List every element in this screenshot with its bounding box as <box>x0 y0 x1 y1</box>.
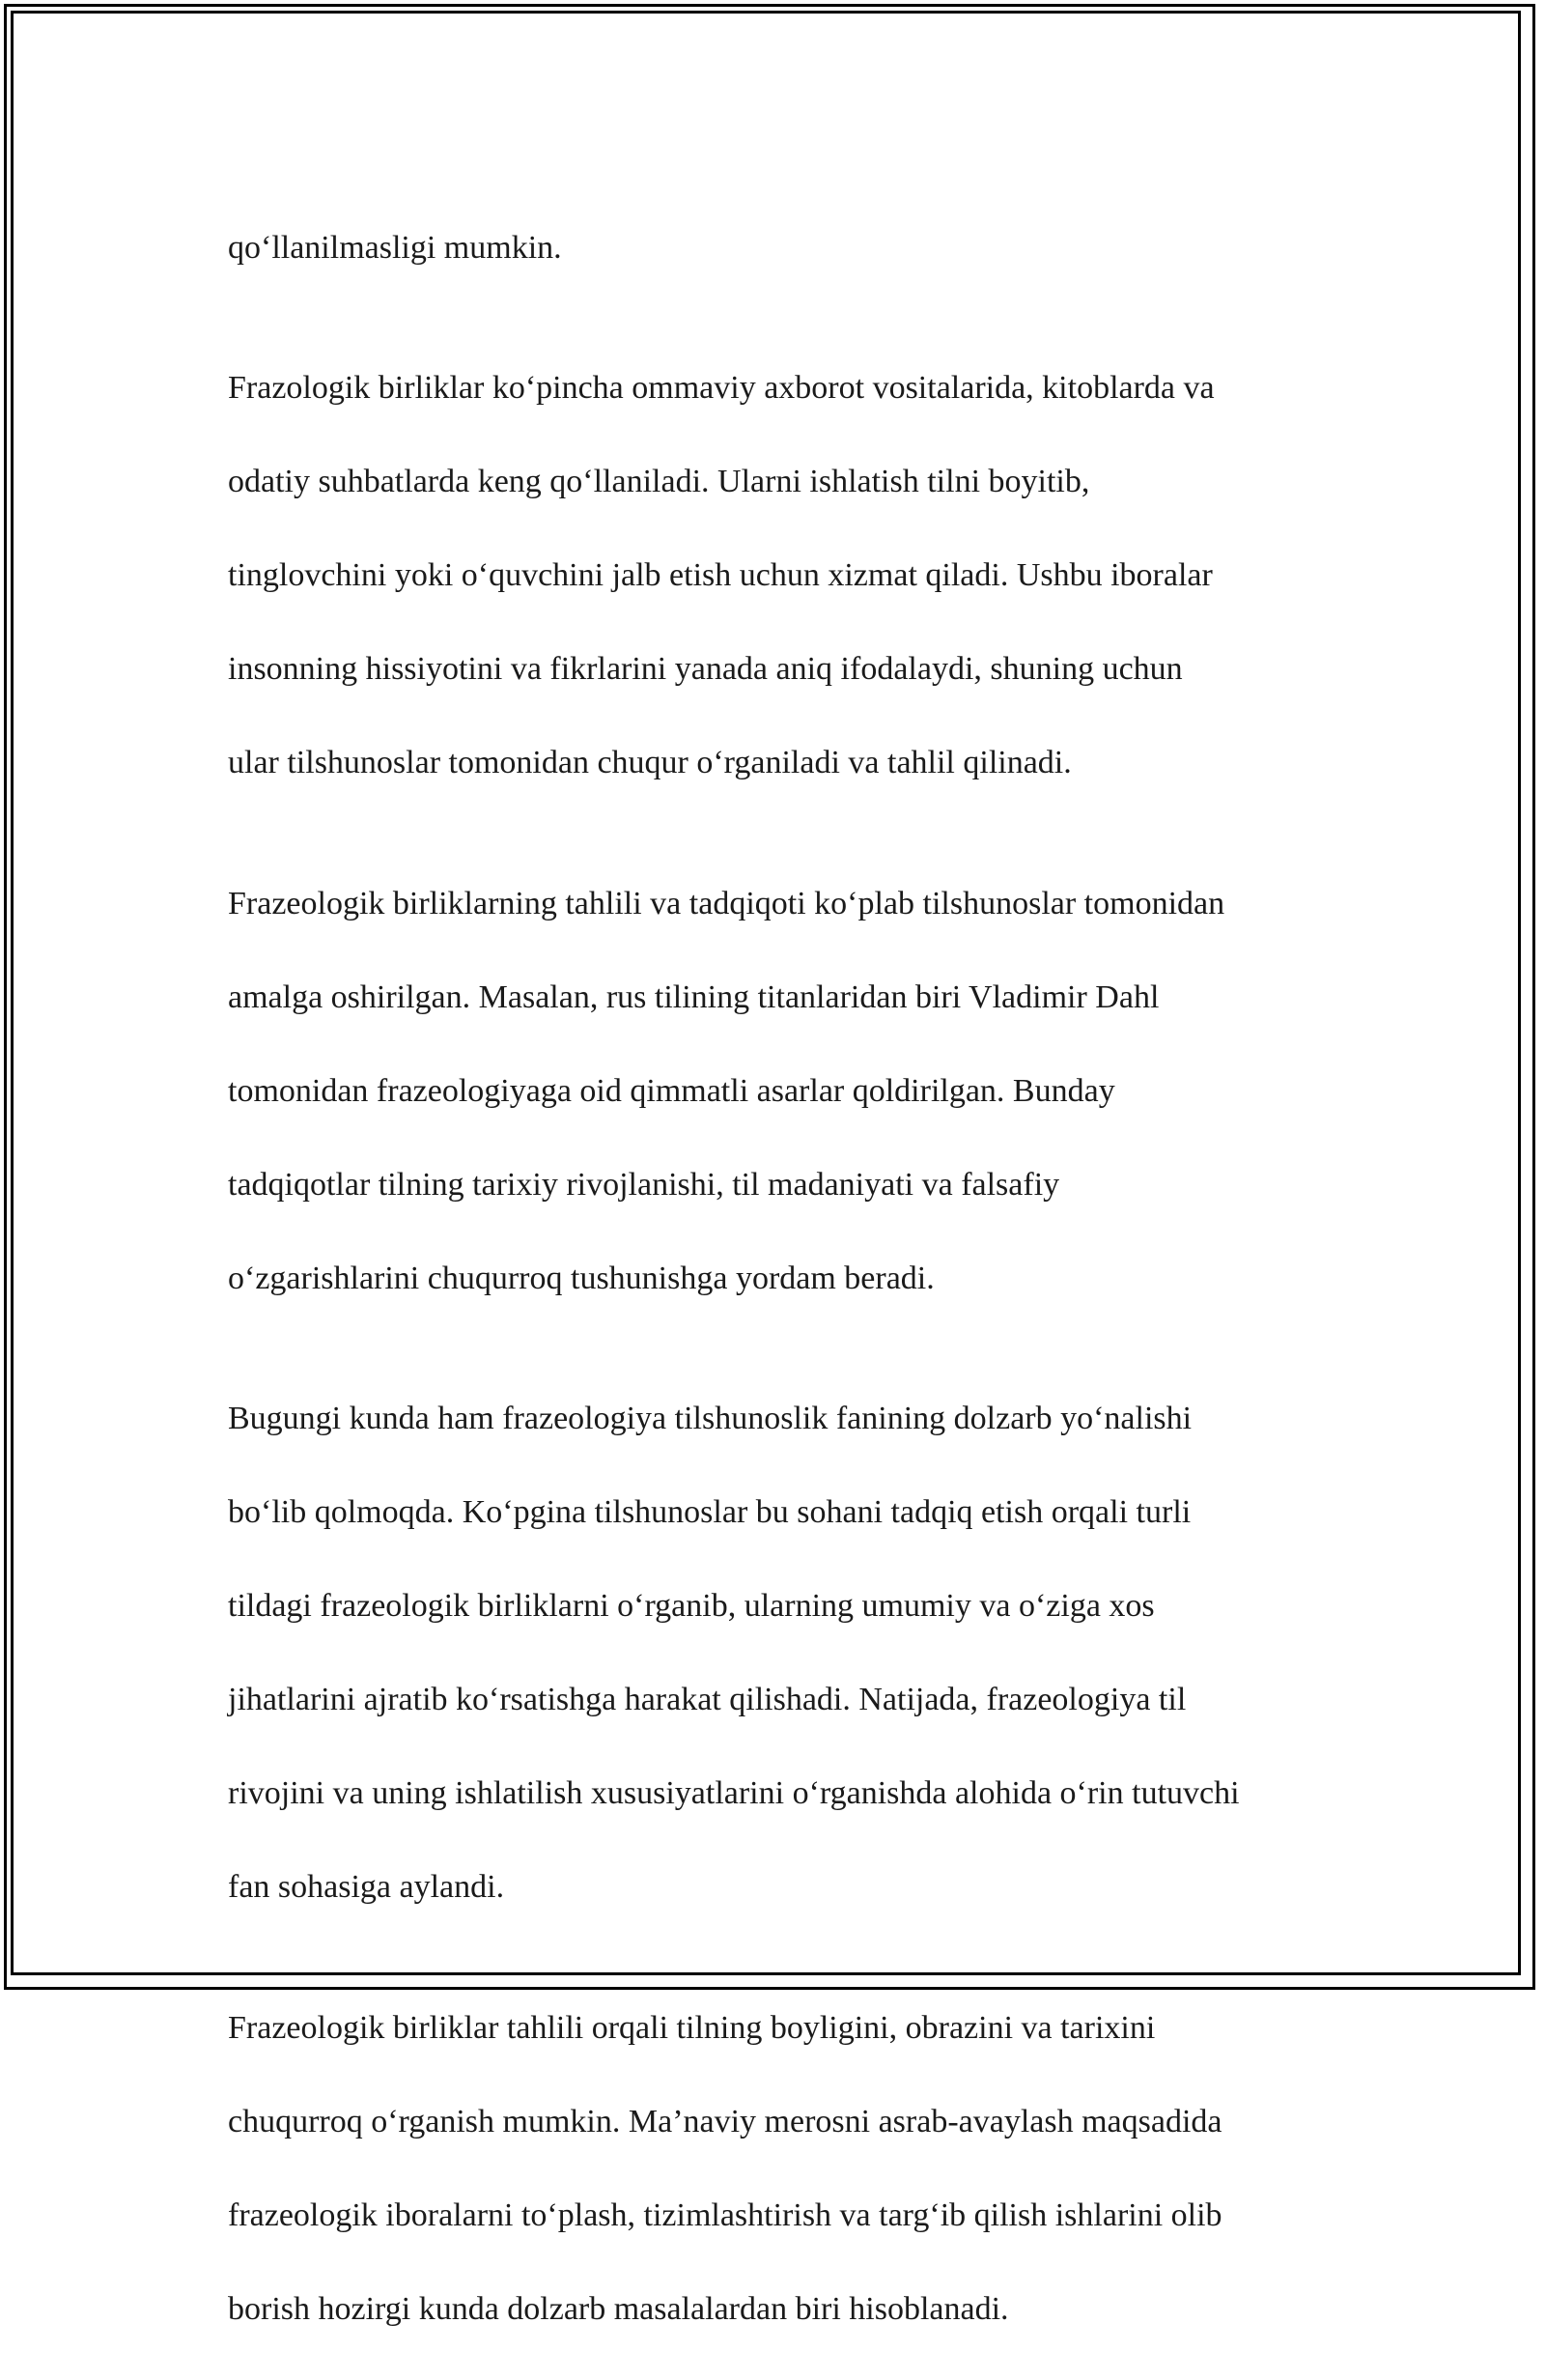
paragraph-3 <box>228 834 1338 1302</box>
text-line: tildagi frazeologik birliklarni o‘rganib, ularning umumiy va o‘ziga xos <box>228 1588 1155 1624</box>
text-line: ular tilshunoslar tomonidan chuqur o‘rganiladi va tahlil qilinadi. <box>228 745 1072 780</box>
text-line: frazeologik iboralarni to‘plash, tizimlashtirish va targ‘ib qilish ishlarini olib <box>228 2196 1222 2233</box>
paragraph-1 <box>228 178 1338 271</box>
text-line: tinglovchini yoki o‘quvchini jalb etish uchun xizmat qiladi. Ushbu iboralar <box>228 557 1213 593</box>
text-line: rivojini va uning ishlatilish xususiyatlarini o‘rganishda alohida o‘rin tutuvchi <box>228 1775 1240 1811</box>
text-line: bo‘lib qolmoqda. Ko‘pgina tilshunoslar bu sohani tadqiq etish orqali turli <box>228 1494 1192 1530</box>
text-line: Frazologik birliklar ko‘pincha ommaviy axborot vositalarida, kitoblarda va <box>228 370 1215 406</box>
text-line: tomonidan frazeologiyaga oid qimmatli asarlar qoldirilgan. Bunday <box>228 1072 1115 1109</box>
paragraph-4 <box>228 1349 1338 1912</box>
text-line: Bugungi kunda ham frazeologiya tilshunoslik fanining dolzarb yo‘nalishi <box>228 1401 1193 1436</box>
text-line: chuqurroq o‘rganish mumkin. Ma’naviy merosni asrab-avaylash maqsadida <box>228 2103 1222 2139</box>
text-line: o‘zgarishlarini chuqurroq tushunishga yordam beradi. <box>228 1260 935 1296</box>
text-line: jihatlarini ajratib ko‘rsatishga harakat qilishadi. Natijada, frazeologiya til <box>228 1682 1187 1717</box>
text-line: Frazeologik birliklar tahlili orqali tilning boyligini, obrazini va tarixini <box>228 2009 1156 2046</box>
text-line: odatiy suhbatlarda keng qo‘llaniladi. Ularni ishlatish tilni boyitib, <box>228 464 1090 499</box>
text-line: fan sohasiga aylandi. <box>228 1869 505 1905</box>
text-line: tadqiqotlar tilning tarixiy rivojlanishi, til madaniyati va falsafiy <box>228 1166 1060 1203</box>
document-body <box>228 178 1338 2380</box>
paragraph-5 <box>228 1958 1338 2333</box>
text-line: borish hozirgi kunda dolzarb masalalardan biri hisoblanadi. <box>228 2290 1009 2327</box>
paragraph-2 <box>228 319 1338 787</box>
text-line: qo‘llanilmasligi mumkin. <box>228 229 562 266</box>
text-line: insonning hissiyotini va fikrlarini yanada aniq ifodalaydi, shuning uchun <box>228 651 1183 687</box>
text-line: amalga oshirilgan. Masalan, rus tilining titanlaridan biri Vladimir Dahl <box>228 978 1160 1015</box>
text-line: Frazeologik birliklarning tahlili va tadqiqoti ko‘plab tilshunoslar tomonidan <box>228 885 1225 921</box>
